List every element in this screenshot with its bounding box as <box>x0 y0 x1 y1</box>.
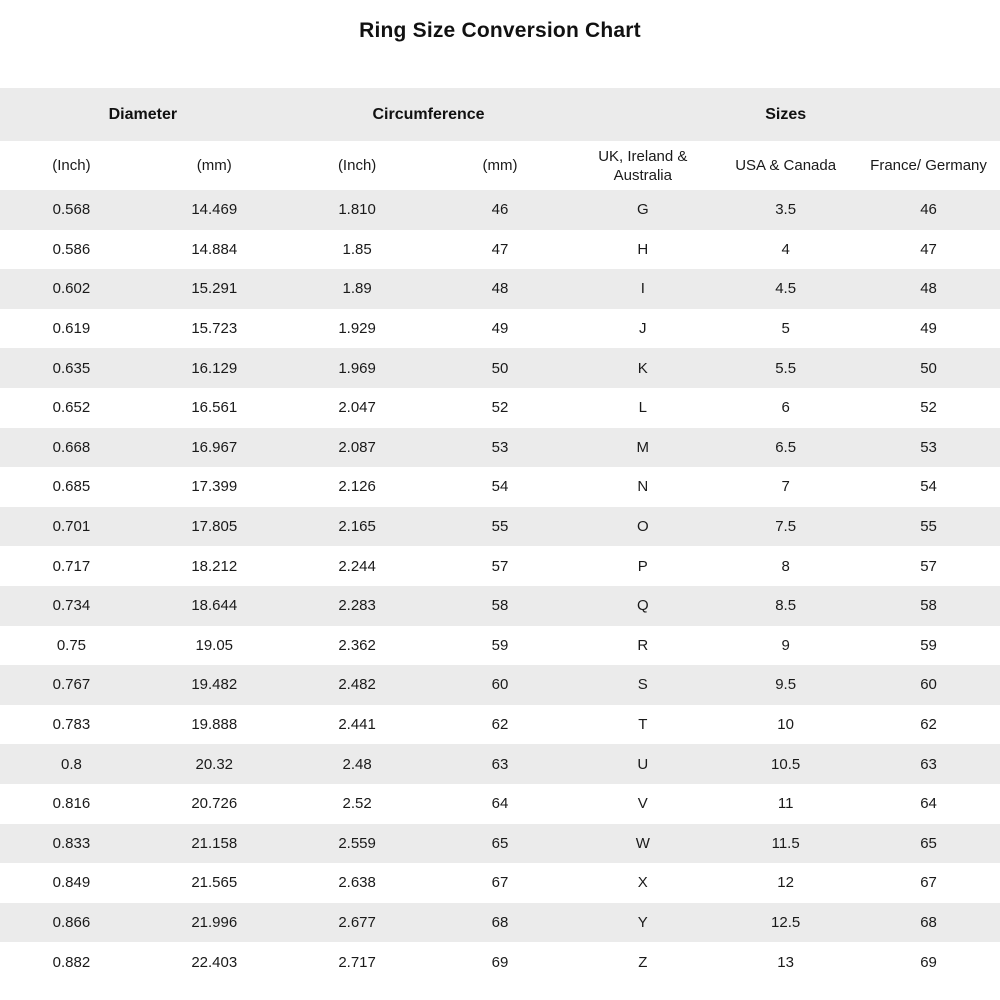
table-cell: 48 <box>857 269 1000 309</box>
table-cell: 17.805 <box>143 507 286 547</box>
table-cell: 15.723 <box>143 309 286 349</box>
table-cell: 63 <box>429 744 572 784</box>
table-cell: 19.05 <box>143 626 286 666</box>
table-cell: 62 <box>429 705 572 745</box>
table-cell: 0.668 <box>0 428 143 468</box>
table-cell: 16.967 <box>143 428 286 468</box>
table-row <box>0 784 1000 824</box>
table-cell: 55 <box>857 507 1000 547</box>
table-cell: 16.129 <box>143 348 286 388</box>
table-row <box>0 942 1000 982</box>
table-cell: 5 <box>714 309 857 349</box>
table-cell: 64 <box>857 784 1000 824</box>
table-cell: 11 <box>714 784 857 824</box>
table-cell: G <box>571 190 714 230</box>
table-row <box>0 190 1000 230</box>
column-header-row <box>0 141 1000 190</box>
table-cell: 53 <box>857 428 1000 468</box>
table-cell: 2.244 <box>286 546 429 586</box>
table-cell: S <box>571 665 714 705</box>
table-cell: K <box>571 348 714 388</box>
table-row <box>0 665 1000 705</box>
table-cell: 2.165 <box>286 507 429 547</box>
column-header-diameter-mm: (mm) <box>143 141 286 190</box>
table-cell: 4.5 <box>714 269 857 309</box>
table-cell: W <box>571 824 714 864</box>
table-cell: P <box>571 546 714 586</box>
table-row <box>0 230 1000 270</box>
table-row <box>0 309 1000 349</box>
group-header-circumference: Circumference <box>286 88 572 141</box>
table-cell: O <box>571 507 714 547</box>
ring-size-chart-page <box>0 20 1000 1000</box>
table-cell: 2.559 <box>286 824 429 864</box>
table-cell: 10 <box>714 705 857 745</box>
table-row <box>0 388 1000 428</box>
table-cell: 12.5 <box>714 903 857 943</box>
table-cell: 19.888 <box>143 705 286 745</box>
table-cell: 0.734 <box>0 586 143 626</box>
table-cell: Q <box>571 586 714 626</box>
table-cell: 3.5 <box>714 190 857 230</box>
page-title: Ring Size Conversion Chart <box>359 19 641 42</box>
table-cell: 2.283 <box>286 586 429 626</box>
table-cell: 50 <box>429 348 572 388</box>
table-cell: 0.783 <box>0 705 143 745</box>
table-cell: 46 <box>429 190 572 230</box>
table-cell: 21.565 <box>143 863 286 903</box>
column-header-circumference-inch: (Inch) <box>286 141 429 190</box>
table-cell: 9.5 <box>714 665 857 705</box>
table-cell: 68 <box>857 903 1000 943</box>
table-cell: 58 <box>429 586 572 626</box>
table-cell: 6.5 <box>714 428 857 468</box>
table-cell: 6 <box>714 388 857 428</box>
table-cell: 0.619 <box>0 309 143 349</box>
table-cell: 54 <box>429 467 572 507</box>
table-row <box>0 824 1000 864</box>
table-cell: J <box>571 309 714 349</box>
table-cell: T <box>571 705 714 745</box>
table-cell: 0.652 <box>0 388 143 428</box>
table-cell: 0.75 <box>0 626 143 666</box>
table-cell: 59 <box>429 626 572 666</box>
table-cell: X <box>571 863 714 903</box>
table-cell: 11.5 <box>714 824 857 864</box>
table-cell: L <box>571 388 714 428</box>
table-cell: 1.85 <box>286 230 429 270</box>
table-row <box>0 705 1000 745</box>
table-cell: 57 <box>429 546 572 586</box>
table-cell: 0.701 <box>0 507 143 547</box>
table-cell: 14.884 <box>143 230 286 270</box>
column-header-circumference-mm: (mm) <box>429 141 572 190</box>
table-cell: 2.441 <box>286 705 429 745</box>
table-cell: 0.685 <box>0 467 143 507</box>
table-cell: 54 <box>857 467 1000 507</box>
table-cell: 0.767 <box>0 665 143 705</box>
table-cell: 2.126 <box>286 467 429 507</box>
table-cell: 55 <box>429 507 572 547</box>
table-cell: 2.52 <box>286 784 429 824</box>
table-cell: 52 <box>429 388 572 428</box>
table-cell: 2.047 <box>286 388 429 428</box>
table-cell: 0.602 <box>0 269 143 309</box>
column-header-uk-ireland-australia: UK, Ireland & Australia <box>571 141 714 190</box>
table-row <box>0 428 1000 468</box>
table-cell: 0.849 <box>0 863 143 903</box>
table-cell: 10.5 <box>714 744 857 784</box>
table-cell: 18.644 <box>143 586 286 626</box>
table-cell: R <box>571 626 714 666</box>
column-header-france-germany: France/ Germany <box>857 141 1000 190</box>
table-cell: 67 <box>857 863 1000 903</box>
table-cell: 1.810 <box>286 190 429 230</box>
column-header-usa-canada: USA & Canada <box>714 141 857 190</box>
table-cell: 1.969 <box>286 348 429 388</box>
table-cell: 0.833 <box>0 824 143 864</box>
table-row <box>0 744 1000 784</box>
table-cell: 69 <box>857 942 1000 982</box>
group-header-sizes: Sizes <box>571 88 1000 141</box>
table-row <box>0 903 1000 943</box>
table-cell: 4 <box>714 230 857 270</box>
table-cell: 0.586 <box>0 230 143 270</box>
table-cell: 2.087 <box>286 428 429 468</box>
table-cell: 49 <box>857 309 1000 349</box>
table-cell: 58 <box>857 586 1000 626</box>
table-cell: 52 <box>857 388 1000 428</box>
table-cell: 65 <box>429 824 572 864</box>
table-cell: 53 <box>429 428 572 468</box>
table-cell: 21.158 <box>143 824 286 864</box>
table-cell: 5.5 <box>714 348 857 388</box>
table-cell: 65 <box>857 824 1000 864</box>
table-row <box>0 863 1000 903</box>
table-cell: H <box>571 230 714 270</box>
table-cell: 67 <box>429 863 572 903</box>
group-header-diameter: Diameter <box>0 88 286 141</box>
table-cell: 16.561 <box>143 388 286 428</box>
table-cell: 2.362 <box>286 626 429 666</box>
table-cell: 21.996 <box>143 903 286 943</box>
table-cell: 20.32 <box>143 744 286 784</box>
table-row <box>0 507 1000 547</box>
table-cell: 2.677 <box>286 903 429 943</box>
table-cell: Z <box>571 942 714 982</box>
table-cell: 22.403 <box>143 942 286 982</box>
table-cell: 2.48 <box>286 744 429 784</box>
table-cell: Y <box>571 903 714 943</box>
table-cell: 64 <box>429 784 572 824</box>
table-cell: 47 <box>429 230 572 270</box>
table-cell: 60 <box>429 665 572 705</box>
table-cell: 0.8 <box>0 744 143 784</box>
table-cell: M <box>571 428 714 468</box>
table-cell: 20.726 <box>143 784 286 824</box>
table-cell: 69 <box>429 942 572 982</box>
table-cell: 14.469 <box>143 190 286 230</box>
table-row <box>0 269 1000 309</box>
table-cell: 0.882 <box>0 942 143 982</box>
table-cell: N <box>571 467 714 507</box>
table-cell: 7.5 <box>714 507 857 547</box>
table-cell: 46 <box>857 190 1000 230</box>
table-cell: 15.291 <box>143 269 286 309</box>
table-cell: 57 <box>857 546 1000 586</box>
group-header-row <box>0 88 1000 141</box>
table-header <box>0 88 1000 190</box>
table-cell: 8.5 <box>714 586 857 626</box>
table-cell: 48 <box>429 269 572 309</box>
table-cell: 62 <box>857 705 1000 745</box>
table-cell: 18.212 <box>143 546 286 586</box>
table-row <box>0 546 1000 586</box>
table-cell: 1.89 <box>286 269 429 309</box>
table-cell: 0.816 <box>0 784 143 824</box>
table-cell: 17.399 <box>143 467 286 507</box>
table-cell: 19.482 <box>143 665 286 705</box>
table-cell: 0.717 <box>0 546 143 586</box>
table-cell: I <box>571 269 714 309</box>
table-cell: V <box>571 784 714 824</box>
table-cell: 1.929 <box>286 309 429 349</box>
table-cell: 63 <box>857 744 1000 784</box>
table-cell: 2.717 <box>286 942 429 982</box>
table-cell: 50 <box>857 348 1000 388</box>
table-body <box>0 190 1000 982</box>
table-cell: 60 <box>857 665 1000 705</box>
table-cell: 0.635 <box>0 348 143 388</box>
table-cell: 2.638 <box>286 863 429 903</box>
table-row <box>0 348 1000 388</box>
column-header-diameter-inch: (Inch) <box>0 141 143 190</box>
table-cell: 68 <box>429 903 572 943</box>
table-cell: 0.568 <box>0 190 143 230</box>
table-cell: 47 <box>857 230 1000 270</box>
table-cell: 12 <box>714 863 857 903</box>
table-cell: 0.866 <box>0 903 143 943</box>
table-row <box>0 626 1000 666</box>
table-cell: 49 <box>429 309 572 349</box>
table-cell: 2.482 <box>286 665 429 705</box>
table-cell: 7 <box>714 467 857 507</box>
table-cell: 59 <box>857 626 1000 666</box>
table-cell: 13 <box>714 942 857 982</box>
ring-size-conversion-table <box>0 88 1000 982</box>
table-cell: 8 <box>714 546 857 586</box>
table-row <box>0 586 1000 626</box>
table-cell: U <box>571 744 714 784</box>
table-cell: 9 <box>714 626 857 666</box>
table-row <box>0 467 1000 507</box>
